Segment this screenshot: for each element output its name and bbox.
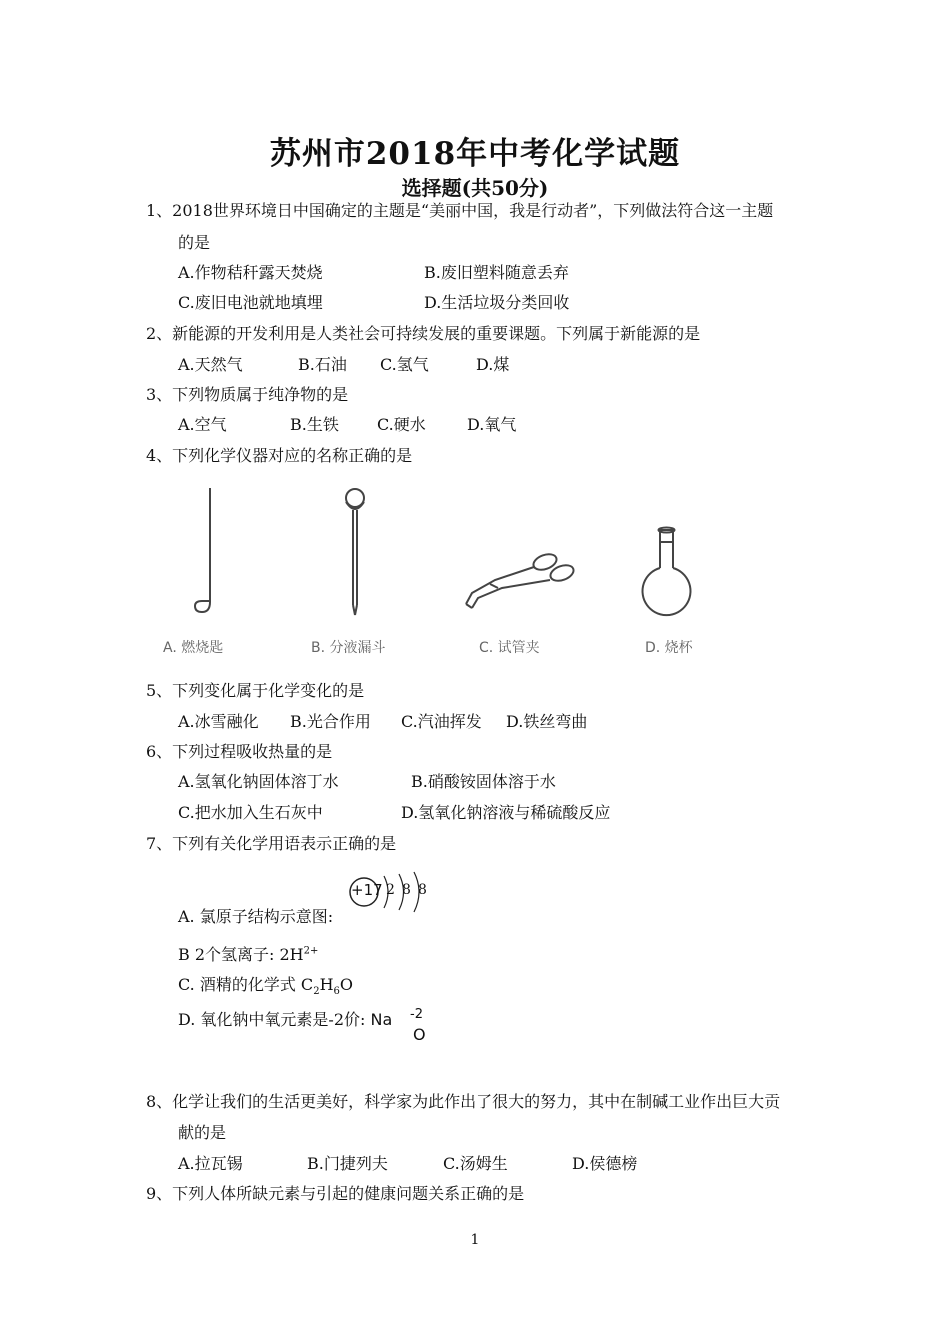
q7-option-b-text: B 2个氢离子: 2H [178,945,304,964]
q2-option-b: B.石油 [298,355,347,374]
caption-b: B. 分液漏斗 [311,640,386,656]
q7-option-d-text: D. 氧化钠中氧元素是-2价: [178,1010,366,1029]
q6-option-a: A.氢氧化钠固体溶丁水 [178,772,339,791]
q3-option-b: B.生铁 [290,415,339,434]
combustion-spoon-drawing [195,488,210,612]
question-5: 5、下列变化属于化学变化的是 [146,681,365,700]
caption-a: A. 燃烧匙 [163,640,224,656]
charge-superscript: 2+ [303,945,319,957]
question-3: 3、下列物质属于纯净物的是 [146,385,349,404]
oxygen-element: O [413,1025,426,1044]
question-9: 9、下列人体所缺元素与引起的健康问题关系正确的是 [146,1184,525,1203]
q8-option-c: C.汤姆生 [443,1154,508,1173]
q2-option-a: A.天然气 [178,355,243,374]
separatory-funnel-drawing [346,489,364,615]
atom-shell-2: 8 [402,882,411,898]
carbon-subscript: 2 [313,986,320,998]
oxygen-symbol: O [339,975,354,994]
sodium-symbol: Na [370,1010,393,1029]
page-number: 1 [470,1232,480,1248]
q5-option-a: A.冰雪融化 [178,712,259,731]
q7-option-c-text: C. 酒精的化学式 C [178,975,314,994]
q8-option-d: D.侯德榜 [572,1154,638,1173]
q7-option-a: A. 氯原子结构示意图: [178,907,334,926]
q1-option-b: B.废旧塑料随意丢弃 [424,263,569,282]
question-1-cont: 的是 [178,233,211,252]
test-tube-holder-drawing [466,551,576,608]
question-8-cont: 献的是 [178,1123,227,1142]
atom-nucleus-charge: +17 [351,881,383,899]
atom-shell-1: 2 [386,882,395,898]
q7-option-d [178,1009,392,1031]
question-1: 1、2018世界环境日中国确定的主题是“美丽中国，我是行动者”，下列做法符合这一主题 [146,201,774,220]
valence-mark: -2 [410,1007,423,1022]
section-heading: 选择题(共50分) [401,176,549,200]
caption-d: D. 烧杯 [645,640,693,656]
q6-option-d: D.氢氧化钠溶液与稀硫酸反应 [401,803,611,822]
q1-option-a: A.作物秸秆露天焚烧 [178,263,323,282]
q3-option-c: C.硬水 [377,415,426,434]
q7-option-b [178,944,318,966]
q3-option-a: A.空气 [178,415,227,434]
q2-option-d: D.煤 [476,355,510,374]
question-4: 4、下列化学仪器对应的名称正确的是 [146,446,413,465]
q3-option-d: D.氧气 [467,415,517,434]
q6-option-b: B.硝酸铵固体溶于水 [411,772,556,791]
q5-option-d: D.铁丝弯曲 [506,712,588,731]
chlorine-atom-diagram [348,868,438,918]
question-7: 7、下列有关化学用语表示正确的是 [146,834,397,853]
question-6: 6、下列过程吸收热量的是 [146,742,333,761]
atom-shell-3: 8 [418,882,427,898]
q1-option-d: D.生活垃圾分类回收 [424,293,570,312]
question-2: 2、新能源的开发利用是人类社会可持续发展的重要课题。下列属于新能源的是 [146,324,701,343]
hydrogen-symbol: H [319,975,334,994]
hydrogen-subscript: 6 [333,986,340,998]
lab-instruments-figure [150,480,730,630]
q6-option-c: C.把水加入生石灰中 [178,803,323,822]
page-title: 苏州市2018年中考化学试题 [269,136,681,172]
q7-option-c [178,974,353,996]
round-flask-drawing [643,528,691,616]
q5-option-b: B.光合作用 [290,712,371,731]
q8-option-b: B.门捷列夫 [307,1154,388,1173]
question-8: 8、化学让我们的生活更美好，科学家为此作出了很大的努力，其中在制碱工业作出巨大贡 [146,1092,781,1111]
caption-c: C. 试管夹 [479,640,540,656]
q5-option-c: C.汽油挥发 [401,712,482,731]
q1-option-c: C.废旧电池就地填埋 [178,293,323,312]
q2-option-c: C.氢气 [380,355,429,374]
q8-option-a: A.拉瓦锡 [178,1154,243,1173]
